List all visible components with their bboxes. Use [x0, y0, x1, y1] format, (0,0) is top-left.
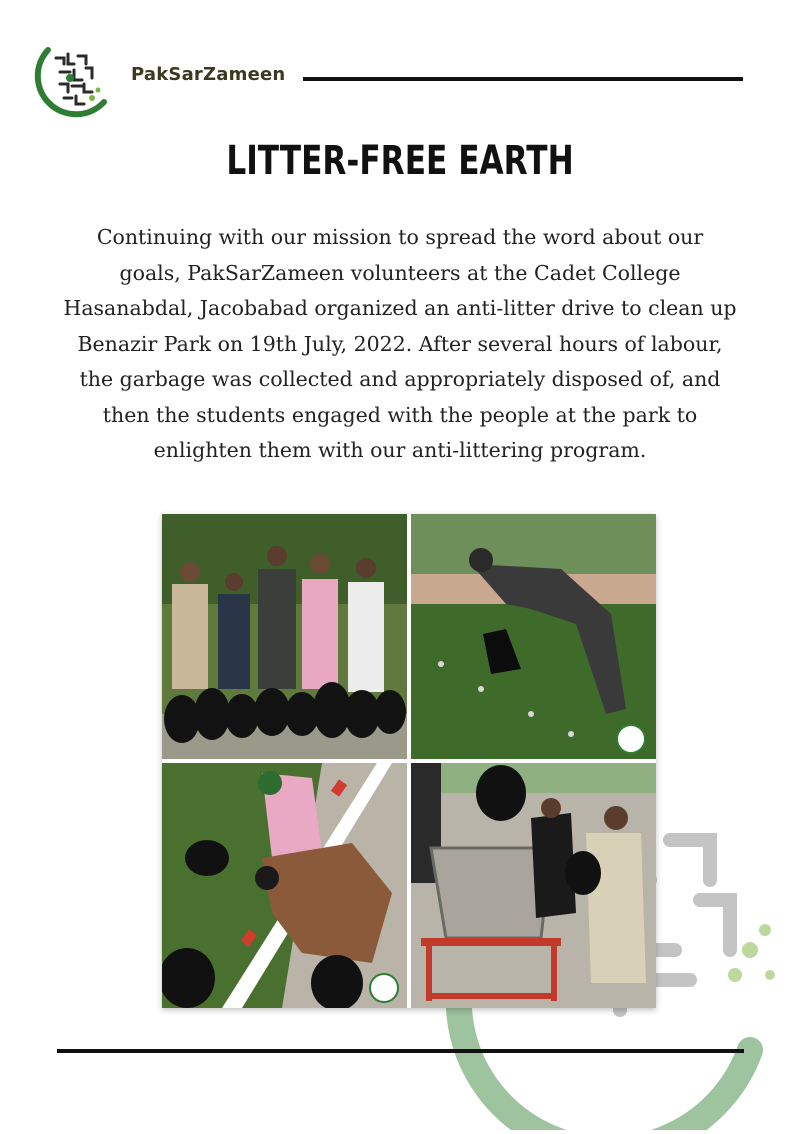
photo-collage [162, 514, 656, 1008]
body-line: enlighten them with our anti-littering program. [153, 438, 647, 462]
garbage-cart-photo [411, 763, 656, 1008]
body-line: goals, PakSarZameen volunteers at the Cadet College [119, 260, 681, 285]
body-line: the garbage was collected and appropriately disposed of, and [79, 367, 721, 391]
brand-name: PakSarZameen [131, 64, 286, 85]
header-divider [303, 77, 743, 81]
footer-divider [57, 1049, 744, 1053]
paksarzameen-logo-icon [34, 38, 114, 118]
body-line: Hasanabdal, Jacobabad organized an anti-litter drive to clean up [63, 296, 737, 320]
body-paragraph [60, 220, 740, 469]
volunteers-group-photo [162, 514, 407, 759]
body-line: then the students engaged with the people at the park to [102, 402, 698, 427]
volunteer-collecting-litter-photo [411, 514, 656, 759]
volunteers-cleaning-curb-photo [162, 763, 407, 1008]
body-line: Benazir Park on 19th July, 2022. After several hours of labour, [77, 331, 723, 356]
page-title: LITTER-FREE EARTH [226, 138, 574, 184]
body-line: Continuing with our mission to spread the word about our [96, 225, 704, 249]
